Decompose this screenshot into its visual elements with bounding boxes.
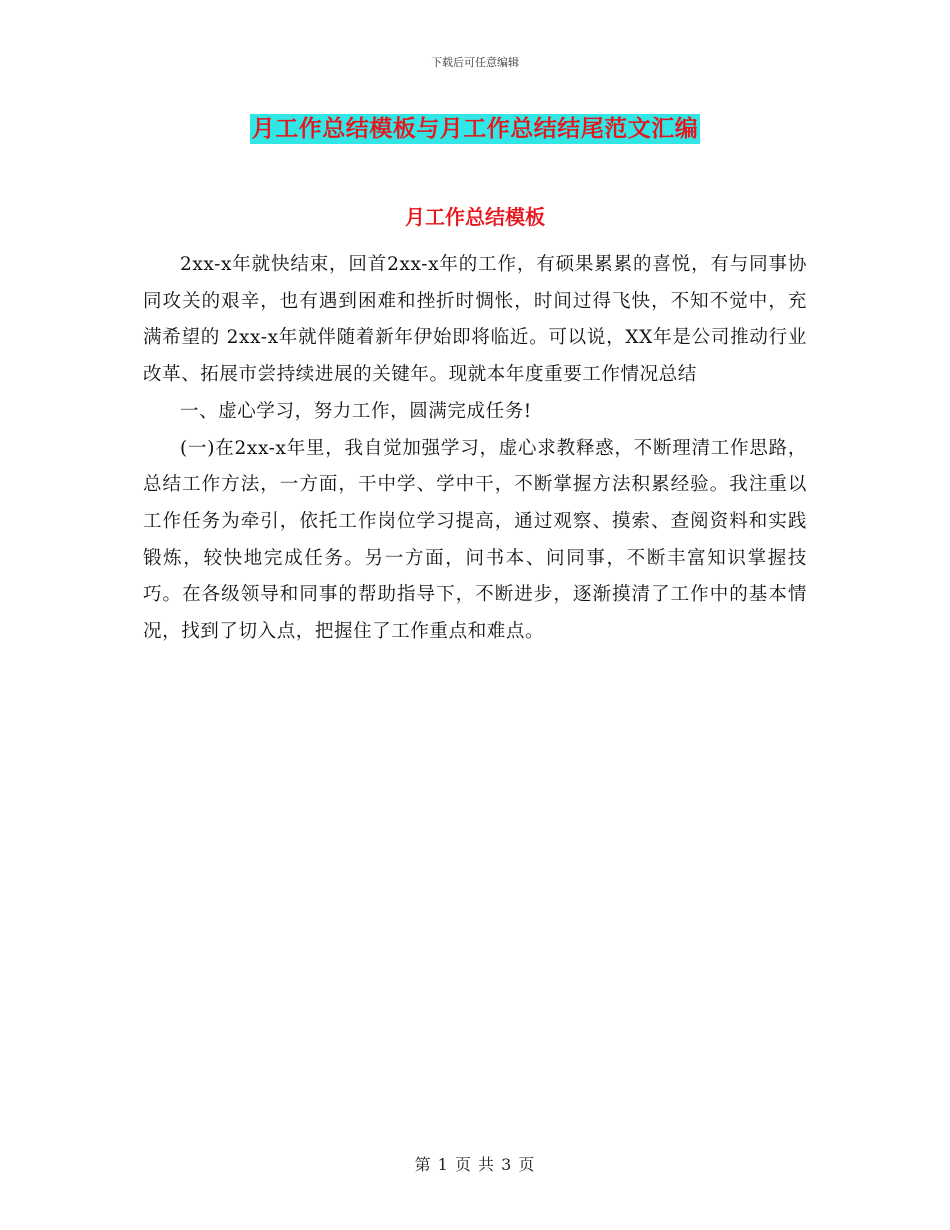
document-body (143, 247, 807, 651)
page-number: 第 1 页 共 3 页 (414, 1155, 536, 1174)
document-title-text: 月工作总结模板与月工作总结结尾范文汇编 (251, 115, 699, 142)
body-paragraph: (一)在2xx-x年里，我自觉加强学习，虚心求教释惑，不断理清工作思路，总结工作方法，一方面，干中学、学中干，不断掌握方法积累经验。我注重以工作任务为牵引，依托工作岗位学习提高，通过观察、摸索、查阅资料和实践锻炼，较快地完成任务。另一方面，问书本、问同事，不断丰富知识掌握技巧。在各级领导和同事的帮助指导下，不断进步，逐渐摸清了工作中的基本情况，找到了切入点，把握住了工作重点和难点。 (143, 437, 807, 643)
header-note: 下载后可任意编辑 (431, 56, 519, 69)
document-title (0, 114, 950, 144)
body-paragraph: 一、虚心学习，努力工作，圆满完成任务! (180, 400, 532, 422)
body-paragraph: 2xx-x年就快结束，回首2xx-x年的工作，有硕果累累的喜悦，有与同事协同攻关的艰辛，也有遇到困难和挫折时惆怅，时间过得飞快，不知不觉中，充满希望的 2xx-x年就伴随着新年伊始即将临近。可以说，XX年是公司推动行业改革、拓展市尝持续进展的关键年。现就本年度重要工作情况总结 (143, 254, 807, 386)
section-title: 月工作总结模板 (405, 205, 545, 229)
